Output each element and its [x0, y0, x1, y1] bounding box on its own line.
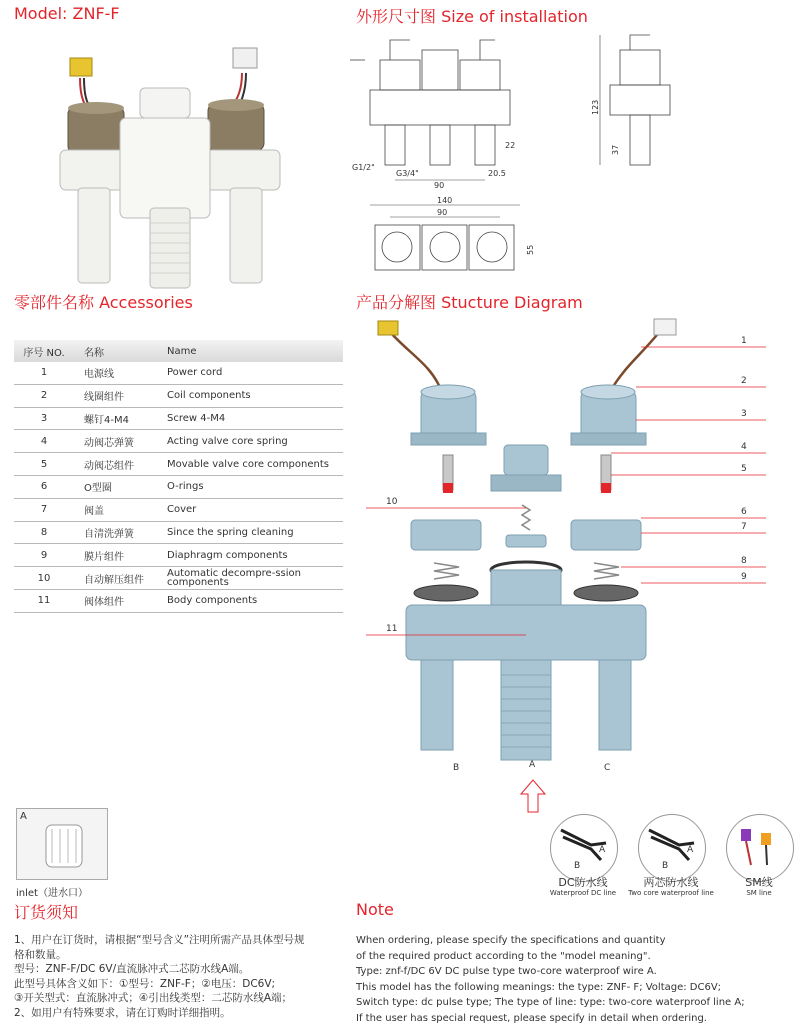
note-line: If the user has special request, please specify in detail when ordering.: [356, 1012, 707, 1024]
inflow-arrow-icon: [521, 780, 545, 812]
note-line: of the required product according to the "model meaning".: [356, 950, 651, 962]
note-body: [356, 933, 796, 1026]
note-line: This model has the following meanings: the type: ZNF- F; Voltage: DC6V;: [356, 981, 722, 993]
dim-140: 140: [437, 196, 453, 205]
dim-g34: G3/4": [396, 169, 419, 178]
order-line: 1、用户在订货时，请根据“型号含义”注明所需产品具体型号规: [14, 934, 305, 946]
row-en: Since the spring cleaning: [155, 521, 343, 544]
note-title: Note: [356, 900, 394, 919]
table-row: [14, 430, 343, 453]
row-en: Power cord: [155, 362, 343, 384]
row-en: Movable valve core components: [155, 453, 343, 476]
header-en-name: Name: [155, 340, 343, 362]
dc-waterproof-wire-icon: [550, 814, 618, 882]
model-title: Model: ZNF-F: [14, 4, 120, 23]
note-line: Type: znf-f/DC 6V DC pulse type two-core waterproof wire A.: [356, 966, 657, 977]
row-en: Acting valve core spring: [155, 430, 343, 453]
dc-wire-right-label: A: [599, 845, 606, 855]
dim-22: 22: [505, 141, 516, 150]
port-a-label: A: [529, 760, 536, 770]
inlet-filter-icon: [42, 819, 86, 871]
row-cn: 电源线: [74, 362, 155, 384]
callout-5: 5: [741, 464, 747, 474]
sm-wire-title: SM线: [745, 876, 773, 889]
structure-diagram: [356, 315, 776, 815]
row-en: Body components: [155, 589, 343, 612]
structure-title: 产品分解图 Stucture Diagram: [356, 293, 583, 312]
dim-20-5: 20.5: [488, 169, 506, 178]
dim-55: 55: [526, 244, 535, 255]
row-cn: 线圈组件: [74, 384, 155, 407]
row-no: 9: [14, 544, 74, 567]
callout-6: 6: [741, 507, 747, 517]
port-b-label: B: [453, 763, 460, 773]
header-cn-name: 名称: [74, 340, 155, 362]
order-title: 订货须知: [14, 903, 79, 922]
callout-3: 3: [741, 409, 747, 419]
row-cn: 自动解压组件: [74, 567, 155, 590]
table-row: [14, 521, 343, 544]
order-line: 型号：ZNF-F/DC 6V/直流脉冲式二芯防水线A端。: [14, 963, 250, 975]
header-no: 序号 NO.: [14, 340, 74, 362]
row-no: 7: [14, 498, 74, 521]
row-en: Coil components: [155, 384, 343, 407]
row-en: Screw 4-M4: [155, 407, 343, 430]
row-no: 10: [14, 567, 74, 590]
dim-37: 37: [611, 144, 620, 155]
note-line: Switch type: dc pulse type; The type of line: type: two-core waterproof line A;: [356, 997, 745, 1008]
side-view-drawing: [590, 30, 700, 190]
table-row: [14, 384, 343, 407]
row-cn: O型圈: [74, 475, 155, 498]
table-row: [14, 544, 343, 567]
table-header-row: [14, 340, 343, 362]
port-c-label: C: [604, 763, 611, 773]
dim-90-top: 90: [437, 208, 448, 217]
inlet-filter-box: [16, 808, 108, 880]
row-cn: 膜片组件: [74, 544, 155, 567]
row-en: O-rings: [155, 475, 343, 498]
callout-1: 1: [741, 336, 747, 346]
row-no: 5: [14, 453, 74, 476]
row-no: 6: [14, 475, 74, 498]
row-cn: 动阀芯组件: [74, 453, 155, 476]
two-core-waterproof-wire-icon: [638, 814, 706, 882]
callout-10: 10: [386, 497, 398, 507]
two-core-wire-title: 两芯防水线: [643, 876, 699, 889]
table-row: [14, 498, 343, 521]
table-row: [14, 453, 343, 476]
dim-g12: G1/2": [352, 163, 375, 172]
dc-wire-subtitle: Waterproof DC line: [549, 889, 617, 897]
sm-wire-icon: [726, 814, 794, 882]
dc-wire-left-label: B: [574, 861, 581, 871]
dim-123: 123: [591, 99, 600, 115]
row-cn: 螺钉4-M4: [74, 407, 155, 430]
row-no: 11: [14, 589, 74, 612]
callout-9: 9: [741, 572, 747, 582]
dim-90-front: 90: [434, 181, 445, 190]
callout-4: 4: [741, 442, 747, 452]
note-line: When ordering, please specify the specifications and quantity: [356, 935, 666, 946]
row-no: 4: [14, 430, 74, 453]
table-row: [14, 589, 343, 612]
dc-wire-title: DC防水线: [558, 876, 608, 889]
row-cn: 阀盖: [74, 498, 155, 521]
two-core-wire-right-label: A: [687, 845, 694, 855]
table-row: [14, 407, 343, 430]
row-en: Automatic decompre-ssion components: [155, 567, 343, 590]
callout-7: 7: [741, 522, 747, 532]
sm-wire-subtitle: SM line: [746, 889, 772, 897]
two-core-wire-left-label: B: [662, 861, 669, 871]
product-photo: [40, 38, 300, 290]
table-row: [14, 475, 343, 498]
row-en: Cover: [155, 498, 343, 521]
row-no: 2: [14, 384, 74, 407]
inlet-caption: inlet（进水口）: [16, 888, 88, 899]
order-line: 2、如用户有特殊要求，请在订购时详细指明。: [14, 1006, 231, 1019]
row-en: Diaphragm components: [155, 544, 343, 567]
row-no: 1: [14, 362, 74, 384]
callout-8: 8: [741, 556, 747, 566]
callout-2: 2: [741, 376, 747, 386]
row-cn: 自清洗弹簧: [74, 521, 155, 544]
table-row: [14, 362, 343, 384]
order-line: 格和数量。: [14, 948, 67, 961]
order-notes: [14, 933, 344, 1020]
inlet-letter: A: [20, 811, 27, 822]
callout-11: 11: [386, 624, 398, 634]
row-no: 8: [14, 521, 74, 544]
top-view-drawing: [365, 195, 545, 285]
accessories-table: [14, 340, 343, 613]
accessories-title: 零部件名称 Accessories: [14, 293, 193, 312]
row-cn: 阀体组件: [74, 589, 155, 612]
two-core-wire-subtitle: Two core waterproof line: [628, 889, 714, 897]
row-cn: 动阀芯弹簧: [74, 430, 155, 453]
order-line: 此型号具体含义如下：①型号：ZNF-F；②电压：DC6V;: [14, 977, 276, 990]
order-line: ③开关型式：直流脉冲式；④引出线类型：二芯防水线A端；: [14, 992, 293, 1004]
table-row: [14, 567, 343, 590]
row-no: 3: [14, 407, 74, 430]
size-title: 外形尺寸图 Size of installation: [356, 7, 588, 26]
